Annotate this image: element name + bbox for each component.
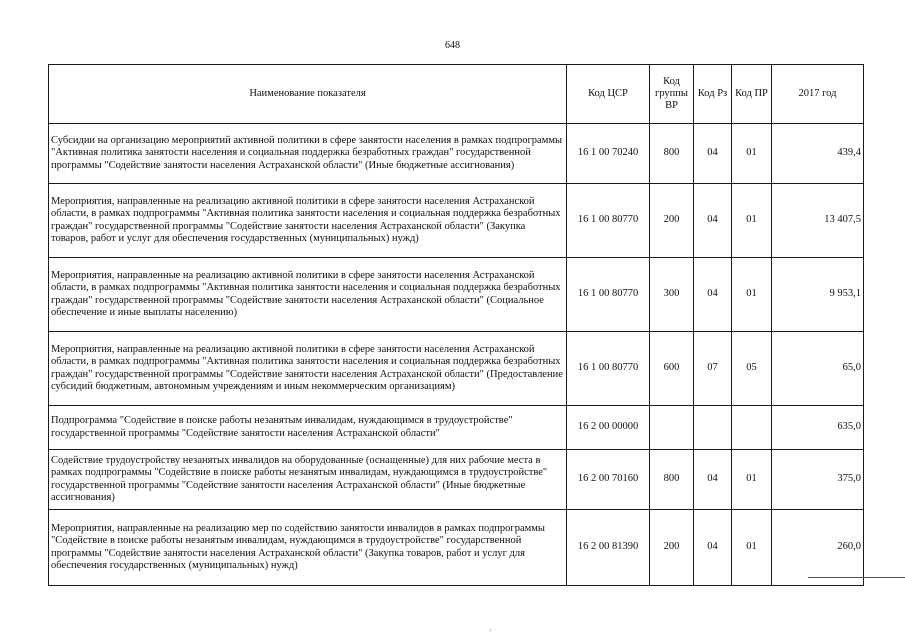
row-pr: 01 — [732, 510, 772, 586]
row-vr: 200 — [650, 184, 694, 258]
table-header-row — [49, 65, 864, 124]
row-vr: 800 — [650, 450, 694, 510]
row-csr: 16 1 00 80770 — [567, 184, 650, 258]
row-name: Подпрограмма "Содействие в поиске работы незанятым инвалидам, нуждающимся в трудоустройстве" государственной программы "Содействие занятости населения Астраханской области" — [49, 406, 567, 450]
row-name: Субсидии на организацию мероприятий активной политики в сфере занятости населения в рамках подпрограммы "Активная политика занятости населения и социальная поддержка безработных граждан" государственной программы "Содействие занятости населения Астраханской области" (Иные бюджетные ассигнования) — [49, 124, 567, 184]
row-sum: 375,0 — [772, 450, 864, 510]
row-csr: 16 1 00 80770 — [567, 258, 650, 332]
row-rz: 07 — [694, 332, 732, 406]
row-sum: 13 407,5 — [772, 184, 864, 258]
header-pr: Код ПР — [732, 65, 772, 124]
row-sum: 260,0 — [772, 510, 864, 586]
row-rz: 04 — [694, 450, 732, 510]
row-sum: 439,4 — [772, 124, 864, 184]
table-row — [49, 450, 864, 510]
table-row — [49, 332, 864, 406]
table-row — [49, 124, 864, 184]
row-vr: 300 — [650, 258, 694, 332]
row-vr: 800 — [650, 124, 694, 184]
row-pr: 05 — [732, 332, 772, 406]
row-csr: 16 1 00 70240 — [567, 124, 650, 184]
row-name: Мероприятия, направленные на реализацию активной политики в сфере занятости населения Астраханской области, в рамках подпрограммы "Активная политика занятости населения и социальная поддержка безработных граждан" государственной программы "Содействие занятости населения Астраханской области" (Социальное обеспечение и иные выплаты населению) — [49, 258, 567, 332]
table-row — [49, 406, 864, 450]
header-year: 2017 год — [772, 65, 864, 124]
row-sum: 635,0 — [772, 406, 864, 450]
row-vr: 600 — [650, 332, 694, 406]
row-sum: 65,0 — [772, 332, 864, 406]
row-pr: 01 — [732, 258, 772, 332]
table-row — [49, 258, 864, 332]
row-pr: 01 — [732, 184, 772, 258]
page-edge-line — [808, 577, 905, 578]
row-vr — [650, 406, 694, 450]
page-number: 648 — [445, 40, 460, 51]
table-row — [49, 510, 864, 586]
row-rz: 04 — [694, 258, 732, 332]
header-rz: Код Рз — [694, 65, 732, 124]
row-rz: 04 — [694, 124, 732, 184]
row-pr: 01 — [732, 124, 772, 184]
row-csr: 16 2 00 81390 — [567, 510, 650, 586]
row-csr: 16 1 00 80770 — [567, 332, 650, 406]
row-pr: 01 — [732, 450, 772, 510]
table-row — [49, 184, 864, 258]
row-name: Содействие трудоустройству незанятых инвалидов на оборудованные (оснащенные) для них рабочие места в рамках подпрограммы "Содействие в поиске работы незанятым инвалидам, нуждающимся в трудоустройстве" государственной программы "Содействие занятости населения Астраханской области" (Иные бюджетные ассигнования) — [49, 450, 567, 510]
header-name: Наименование показателя — [49, 65, 567, 124]
scan-mark: ' — [490, 628, 492, 637]
budget-table — [48, 64, 864, 586]
row-rz: 04 — [694, 510, 732, 586]
row-name: Мероприятия, направленные на реализацию мер по содействию занятости инвалидов в рамках подпрограммы "Содействие в поиске работы незанятым инвалидам, нуждающимся в трудоустройстве" государственной программы "Содействие занятости населения Астраханской области" (Закупка товаров, работ и услуг для обеспечения государственных (муниципальных) нужд) — [49, 510, 567, 586]
row-csr: 16 2 00 00000 — [567, 406, 650, 450]
row-name: Мероприятия, направленные на реализацию активной политики в сфере занятости населения Астраханской области, в рамках подпрограммы "Активная политика занятости населения и социальная поддержка безработных граждан" государственной программы "Содействие занятости населения Астраханской области" (Закупка товаров, работ и услуг для обеспечения государственных (муниципальных) нужд) — [49, 184, 567, 258]
row-rz: 04 — [694, 184, 732, 258]
row-sum: 9 953,1 — [772, 258, 864, 332]
header-vr: Код группы ВР — [650, 65, 694, 124]
row-rz — [694, 406, 732, 450]
row-name: Мероприятия, направленные на реализацию активной политики в сфере занятости населения Астраханской области, в рамках подпрограммы "Активная политика занятости населения и социальная поддержка безработных граждан" государственной программы "Содействие занятости населения Астраханской области" (Предоставление субсидий бюджетным, автономным учреждениям и иным некоммерческим организациям) — [49, 332, 567, 406]
header-csr: Код ЦСР — [567, 65, 650, 124]
row-csr: 16 2 00 70160 — [567, 450, 650, 510]
row-pr — [732, 406, 772, 450]
row-vr: 200 — [650, 510, 694, 586]
